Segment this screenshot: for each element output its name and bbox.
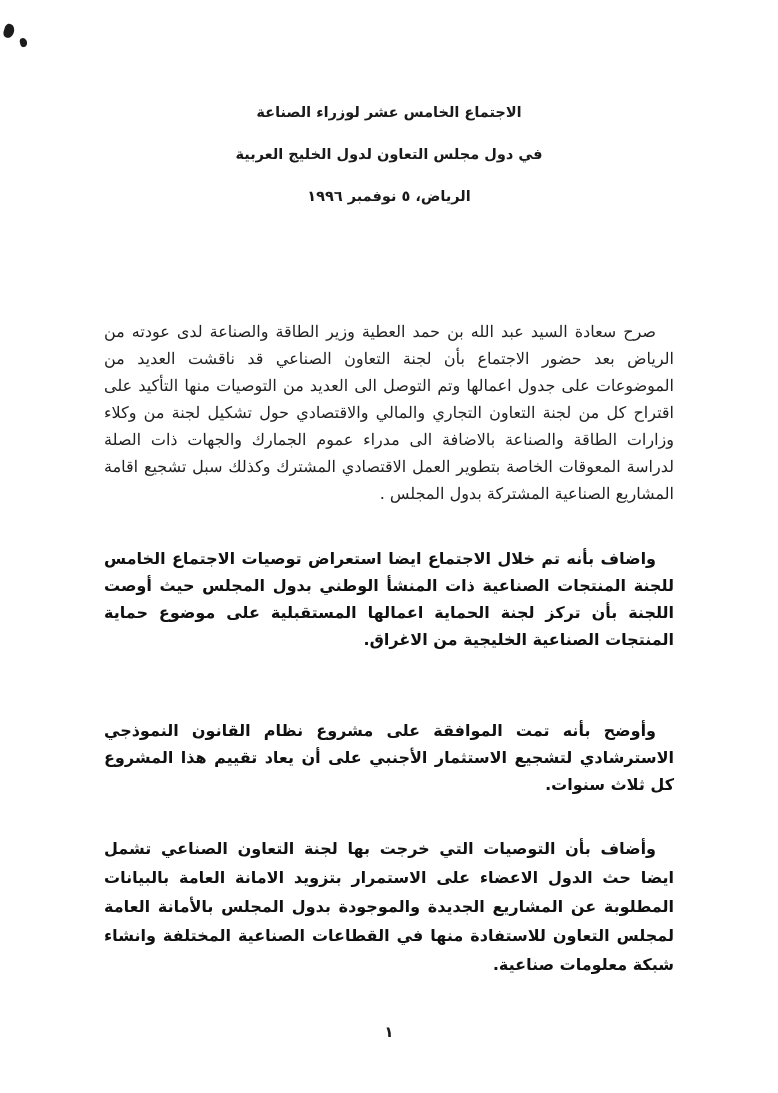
paragraph-member-states: وأضاف بأن التوصيات التي خرجت بها لجنة التعاون الصناعي تشمل ايضا حث الدول الاعضاء على الاستمرار بتزويد الامانة العامة بالبيانات المطلوبة عن المشاريع الجديدة والموجودة بدول المجلس بالأمانة العامة لمجلس التعاون للاستفادة منها في القطاعات الصناعية المختلفة وانشاء شبكة معلومات صناعية. [104,839,674,974]
title-line-meeting: الاجتماع الخامس عشر لوزراء الصناعة [256,105,522,121]
title-line-organization: في دول مجلس التعاون لدول الخليج العربية [235,147,543,163]
paragraph-recommendations: واضاف بأنه تم خلال الاجتماع ايضا استعراض توصيات الاجتماع الخامس للجنة المنتجات الصناعية ذات المنشأ الوطني بدول المجلس حيث أوصت اللجنة بأن تركز لجنة الحماية اعمالها المستقبلية على موضوع حماية المنتجات الصناعية الخليجية من الاغراق. [104,549,674,649]
paragraph-model-law: وأوضح بأنه تمت الموافقة على مشروع نظام القانون النموذجي الاسترشادي لتشجيع الاستثمار الأجنبي على أن يعاد تقييم هذا المشروع كل ثلاث سنوات. [104,721,674,794]
document-title-block [0,0,778,206]
paragraph-statement: صرح سعادة السيد عبد الله بن حمد العطية وزير الطاقة والصناعة لدى عودته من الرياض بعد حضور الاجتماع بأن لجنة التعاون الصناعي قد ناقشت العديد من الموضوعات على جدول اعمالها وتم التوصل الى العديد من التوصيات منها التأكيد على اقتراح كل من لجنة التعاون التجاري والمالي والاقتصادي حول تشكيل لجنة من وكلاء وزارات الطاقة والصناعة بالاضافة الى مدراء عموم الجمارك والجهات ذات الصلة لدراسة المعوقات الخاصة بتطوير العمل الاقتصادي المشترك وكذلك سبل تشجيع اقامة المشاريع الصناعية المشتركة بدول المجلس . [104,322,674,503]
page-number: ١ [384,1023,394,1041]
title-line-date-location: الرياض، ٥ نوفمبر ١٩٩٦ [307,189,471,205]
document-body [104,318,674,979]
